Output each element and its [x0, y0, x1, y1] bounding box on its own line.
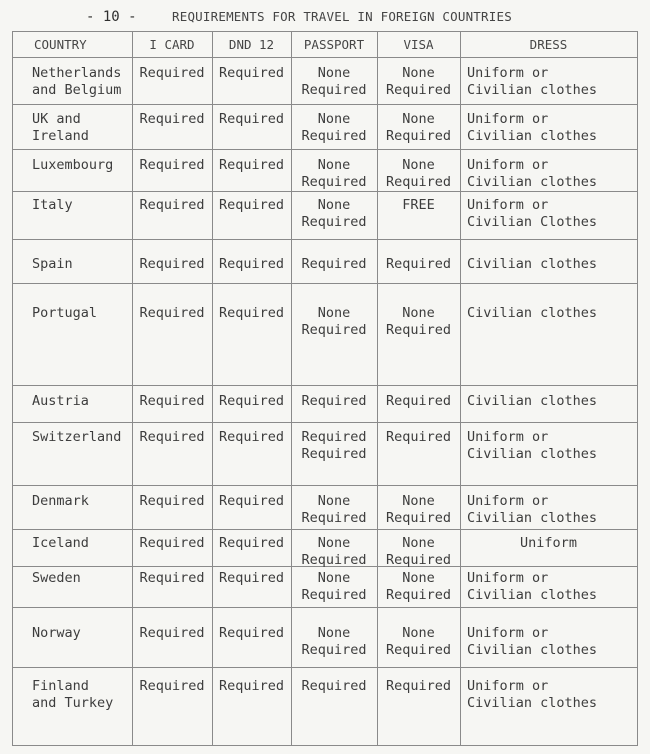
cell-i-card: Required — [139, 393, 205, 409]
cell-visa: None Required — [385, 305, 452, 338]
cell-country: Portugal — [32, 305, 98, 321]
header-passport: PASSPORT — [303, 37, 365, 52]
cell-visa: None Required — [385, 570, 452, 603]
cell-country: Norway — [32, 625, 81, 641]
cell-country: Italy — [32, 197, 73, 213]
cell-i-card: Required — [139, 305, 205, 321]
cell-visa: None Required — [385, 493, 452, 526]
cell-passport: None Required — [301, 197, 367, 230]
cell-dnd-12: Required — [218, 256, 285, 272]
cell-visa: None Required — [385, 157, 452, 190]
cell-dress: Uniform or Civilian clothes — [467, 678, 598, 711]
cell-dnd-12: Required — [218, 429, 285, 445]
row-divider — [12, 422, 638, 423]
cell-passport: None Required — [301, 570, 367, 603]
cell-country: Sweden — [32, 570, 81, 586]
cell-country: UK and Ireland — [32, 111, 89, 144]
cell-visa: Required — [385, 429, 452, 445]
cell-dress: Uniform or Civilian clothes — [467, 65, 598, 98]
cell-country: Denmark — [32, 493, 89, 509]
page-number: - 10 - — [86, 9, 137, 25]
row-divider — [12, 283, 638, 284]
header-dnd-12: DND 12 — [228, 37, 275, 52]
cell-dress: Uniform or Civilian clothes — [467, 570, 598, 603]
cell-visa: None Required — [385, 111, 452, 144]
cell-dress: Uniform or Civilian clothes — [467, 429, 598, 462]
cell-dress: Civilian clothes — [467, 305, 598, 321]
cell-i-card: Required — [139, 111, 205, 127]
cell-visa: Required — [385, 393, 452, 409]
cell-country: Austria — [32, 393, 89, 409]
cell-passport: Required Required — [301, 429, 367, 462]
cell-dress: Uniform or Civilian Clothes — [467, 197, 598, 230]
row-divider — [12, 745, 638, 746]
cell-dnd-12: Required — [218, 625, 285, 641]
cell-visa: None Required — [385, 535, 452, 568]
cell-visa: Required — [385, 678, 452, 694]
cell-passport: Required — [301, 393, 367, 409]
cell-country: Iceland — [32, 535, 89, 551]
cell-passport: None Required — [301, 493, 367, 526]
cell-i-card: Required — [139, 256, 205, 272]
row-divider — [12, 57, 638, 58]
cell-passport: None Required — [301, 157, 367, 190]
cell-i-card: Required — [139, 157, 205, 173]
row-divider — [12, 191, 638, 192]
cell-country: Netherlands and Belgium — [32, 65, 122, 98]
row-divider — [12, 485, 638, 486]
cell-dnd-12: Required — [218, 197, 285, 213]
cell-visa: None Required — [385, 65, 452, 98]
cell-i-card: Required — [139, 678, 205, 694]
cell-i-card: Required — [139, 197, 205, 213]
row-divider — [12, 31, 638, 32]
cell-passport: None Required — [301, 305, 367, 338]
cell-passport: None Required — [301, 535, 367, 568]
header-dress: DRESS — [529, 37, 568, 52]
row-divider — [12, 667, 638, 668]
cell-dnd-12: Required — [218, 570, 285, 586]
cell-dnd-12: Required — [218, 157, 285, 173]
cell-dnd-12: Required — [218, 493, 285, 509]
cell-dress: Uniform or Civilian clothes — [467, 493, 598, 526]
cell-visa: Required — [385, 256, 452, 272]
cell-passport: None Required — [301, 111, 367, 144]
cell-dnd-12: Required — [218, 535, 285, 551]
row-divider — [12, 607, 638, 608]
page-title: REQUIREMENTS FOR TRAVEL IN FOREIGN COUNTRIES — [172, 9, 512, 24]
cell-i-card: Required — [139, 493, 205, 509]
cell-dress: Uniform or Civilian clothes — [467, 111, 598, 144]
cell-i-card: Required — [139, 625, 205, 641]
row-divider — [12, 104, 638, 105]
cell-country: Luxembourg — [32, 157, 114, 173]
header-country: COUNTRY — [34, 37, 87, 52]
column-divider — [460, 31, 461, 745]
cell-dress: Uniform — [520, 535, 577, 551]
cell-dress: Civilian clothes — [467, 256, 598, 272]
cell-i-card: Required — [139, 535, 205, 551]
header-visa: VISA — [403, 37, 434, 52]
cell-country: Switzerland — [32, 429, 122, 445]
row-divider — [12, 239, 638, 240]
cell-i-card: Required — [139, 65, 205, 81]
row-divider — [12, 529, 638, 530]
cell-dnd-12: Required — [218, 393, 285, 409]
cell-dnd-12: Required — [218, 678, 285, 694]
cell-passport: None Required — [301, 65, 367, 98]
cell-dnd-12: Required — [218, 111, 285, 127]
cell-dnd-12: Required — [218, 305, 285, 321]
column-divider — [12, 31, 13, 745]
cell-i-card: Required — [139, 570, 205, 586]
row-divider — [12, 149, 638, 150]
cell-country: Spain — [32, 256, 73, 272]
cell-dress: Uniform or Civilian clothes — [467, 625, 598, 658]
cell-dnd-12: Required — [218, 65, 285, 81]
cell-visa: None Required — [385, 625, 452, 658]
cell-dress: Civilian clothes — [467, 393, 598, 409]
cell-country: Finland and Turkey — [32, 678, 114, 711]
column-divider — [637, 31, 638, 745]
cell-i-card: Required — [139, 429, 205, 445]
row-divider — [12, 385, 638, 386]
cell-passport: Required — [301, 256, 367, 272]
cell-passport: None Required — [301, 625, 367, 658]
cell-dress: Uniform or Civilian clothes — [467, 157, 598, 190]
header-i-card: I CARD — [149, 37, 195, 52]
cell-visa: FREE — [402, 197, 435, 213]
cell-passport: Required — [301, 678, 367, 694]
